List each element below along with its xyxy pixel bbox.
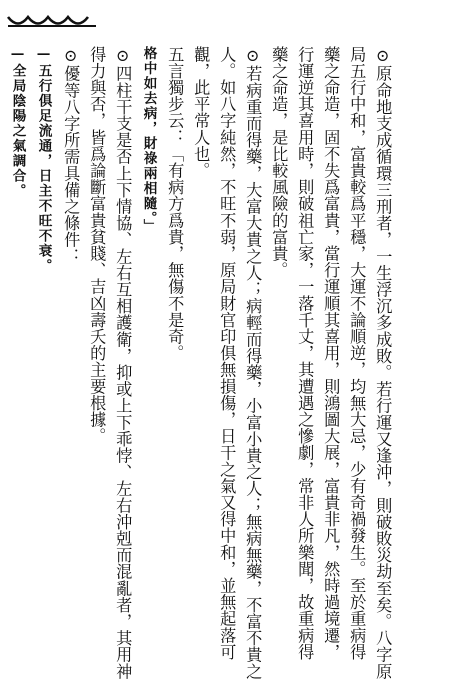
text-column: 格中如去病，財祿兩相隨。」 bbox=[140, 46, 157, 235]
text-column: —全局陰陽之氣調合。 bbox=[9, 46, 26, 199]
text-column: 得力與否，皆爲論斷富貴貧賤、吉凶壽夭的主要根據。 bbox=[87, 46, 107, 445]
text-column: 行運逆其喜用時，則破祖亡家，一落千丈，其遭遇之慘劇，常非人所樂聞，故重病得 bbox=[295, 46, 315, 661]
text-column: 觀，此平常人也。 bbox=[191, 46, 211, 179]
text-column: 藥之命造，是比較風險的富貴。 bbox=[269, 46, 289, 279]
text-column: 局五行中和，富貴較爲平穩，大運不論順逆，均無大忌，少有奇禍發生。至於重病得 bbox=[347, 46, 367, 661]
text-column: 藥之命造，固不失爲富貴，當行運順其喜用，則鴻圖大展，富貴非凡，然時過境遷， bbox=[321, 46, 341, 661]
text-column: 人。如八字純然，不旺不弱，原局財官印俱無損傷，日干之氣又得中和，並無起落可 bbox=[217, 46, 237, 661]
text-column: ⊙優等八字所需具備之條件： bbox=[61, 46, 81, 265]
text-column: ⊙若病重而得藥，大富大貴之人；病輕而得藥，小富小貴之人；無病無藥，不富不貴之 bbox=[243, 46, 263, 680]
text-column: ⊙四柱干支是否上下情協、左右互相護衛，抑或上下乖悖、左右沖剋而混亂者，其用神 bbox=[113, 46, 133, 680]
text-column: —五行俱足流通，日主不旺不衰。 bbox=[35, 46, 52, 274]
text-column: 五言獨步云：「有病方爲貴，無傷不是奇。 bbox=[165, 46, 185, 362]
wave-ornament-icon bbox=[6, 8, 98, 30]
text-column: ⊙原命地支成循環三刑者，一生浮沉多成敗。若行運又逢沖，則破敗災劫至矣。八字原 bbox=[373, 46, 393, 680]
